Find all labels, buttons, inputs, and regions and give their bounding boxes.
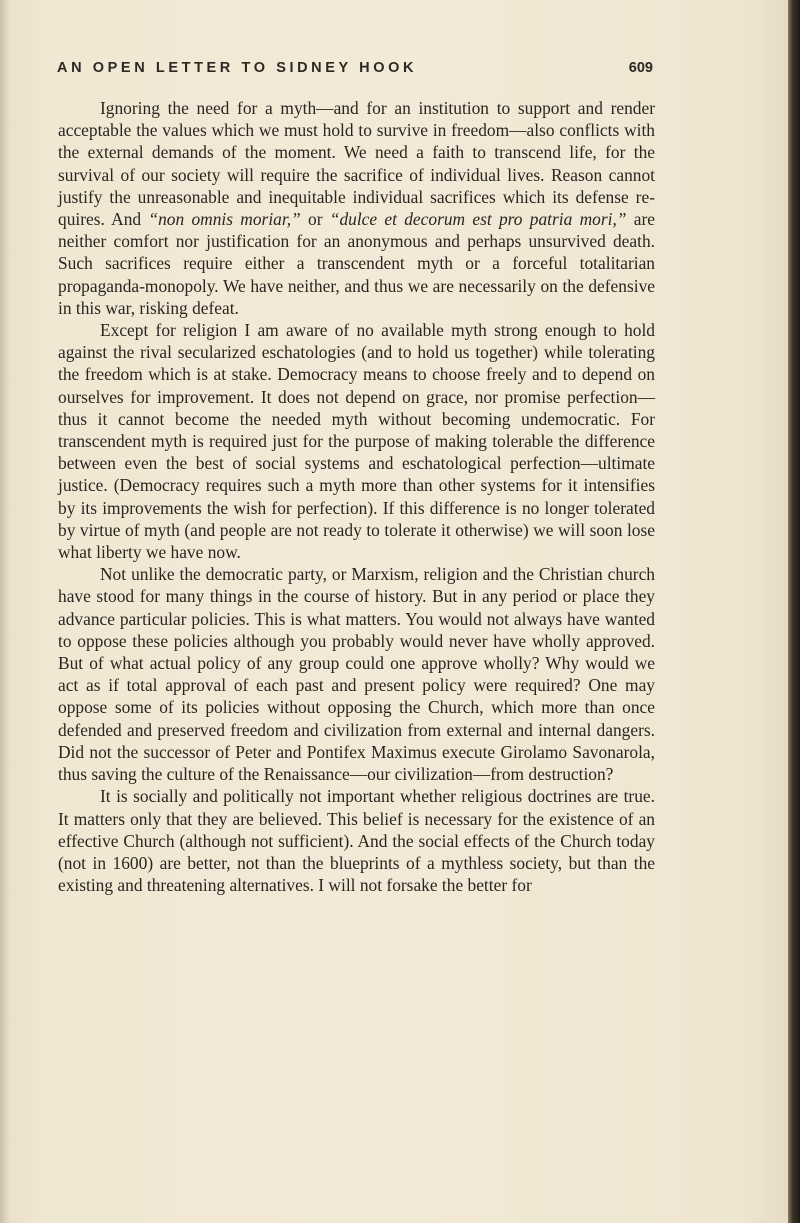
- paragraph-3: Not unlike the democratic party, or Marxism, religion and the Christian church have stood for many things in the course of history. But in any period or place they advance particular policies. This is what matters. You would not always have wanted to oppose these policies although you probably would never have wholly approved. But of what actual policy of any group could one approve wholly? Why would we act as if total approval of each past and present policy were required? One may oppose some of its policies without opposing the Church, which more than once defended and preserved freedom and civilization from external and internal dangers. Did not the successor of Peter and Pontifex Maximus execute Girolamo Savonarola, thus saving the culture of the Renaissance—our civilization—from destruction?: [58, 564, 655, 785]
- paragraph-1-text-b: or: [300, 209, 330, 230]
- page-edge-shadow: [788, 0, 800, 1223]
- paragraph-1-text-c: are neither comfort nor justification for an anonymous and perhaps unsurvived death. Such sacrifices require either a transcendent myth or a forceful totalitarian propaganda-monopoly. We have neither, and thus we are necessarily on the defensive in this war, risking defeat.: [58, 209, 655, 318]
- paragraph-1-text-a: Ignoring the need for a myth—and for an institution to support and render acceptable the values which we must hold to survive in freedom—also conflicts with the external demands of the moment. We need a faith to transcend life, for the survival of our society will require the sacrifice of individual lives. Reason cannot justify the unreasonable and inequitable individual sacrifices which its defense requires. And: [58, 98, 655, 230]
- latin-quote-dulce-et-decorum: “dulce et decorum est pro patria mori,”: [329, 209, 627, 230]
- paragraph-2: Except for religion I am aware of no available myth strong enough to hold against the rival secularized eschatologies (and to hold us together) while tolerating the freedom which is at stake. Democracy means to choose freely and to depend on ourselves for improvement. It does not depend on grace, nor promise perfection—thus it cannot become the needed myth without becoming undemocratic. For transcendent myth is required just for the purpose of making tolerable the difference between even the best of social systems and eschatological perfection—ultimate justice. (Democracy requires such a myth more than other systems for it intensifies by its improvements the wish for perfection). If this difference is no longer tolerated by virtue of myth (and people are not ready to tolerate it otherwise) we will soon lose what liberty we have now.: [58, 320, 655, 563]
- page-number: 609: [628, 60, 653, 76]
- page-gutter-shadow: [0, 0, 10, 1223]
- page-header: [57, 60, 653, 84]
- paragraph-1: [58, 97, 655, 319]
- body-text: [58, 97, 655, 896]
- paragraph-4: It is socially and politically not important whether religious doctrines are true. It matters only that they are believed. This belief is necessary for the existence of an effective Church (although not sufficient). And the social effects of the Church today (not in 1600) are better, not than the blueprints of a mythless society, but than the existing and threatening alternatives. I will not forsake the better for: [58, 786, 655, 896]
- running-head: AN OPEN LETTER TO SIDNEY HOOK: [57, 60, 418, 76]
- latin-quote-non-omnis-moriar: “non omnis moriar,”: [148, 209, 301, 230]
